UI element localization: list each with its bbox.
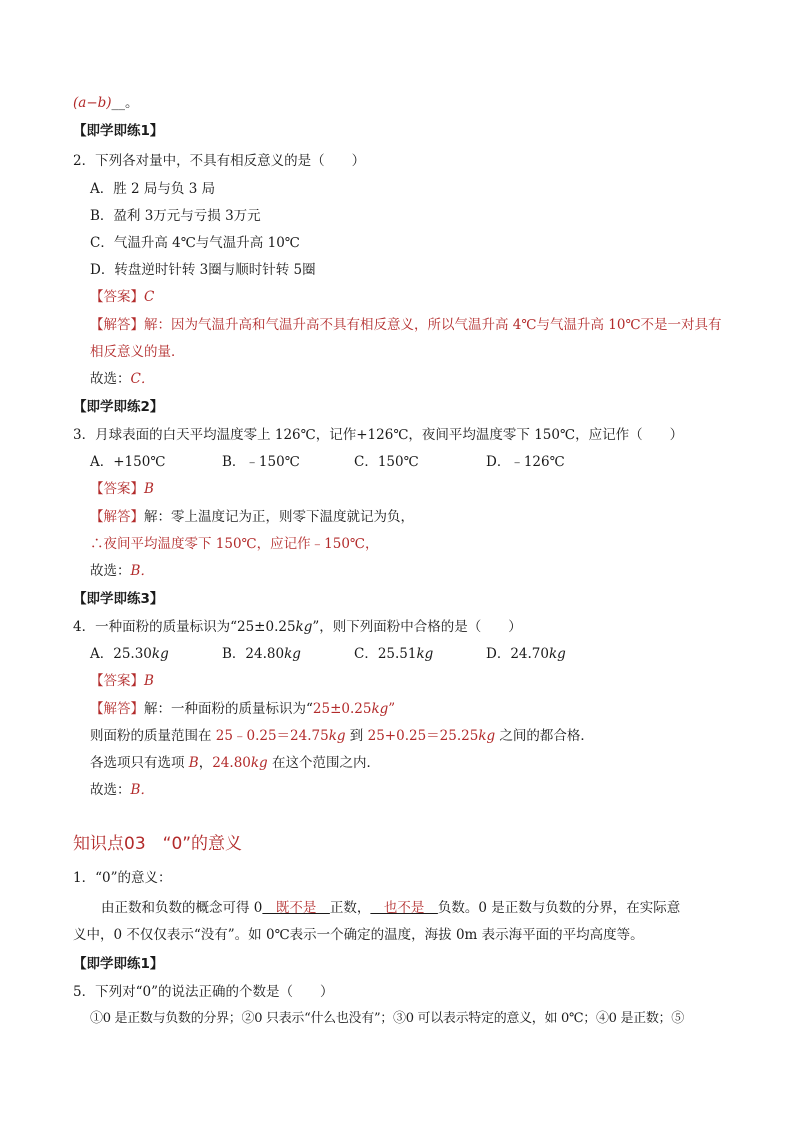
question-3-option-b: B．﹣150℃ <box>222 454 300 470</box>
fill-blank-1: 既不是 <box>262 900 330 916</box>
solution-label: 【解答】 <box>90 701 144 717</box>
question-2-answer <box>90 288 154 306</box>
question-4-solution-line-4: 故选：B． <box>90 782 154 798</box>
fill-blank-2: 也不是 <box>370 900 438 916</box>
practice-label: 【即学即练2】 <box>73 399 164 415</box>
continued-blank-line: (a−b)__。 <box>73 95 139 111</box>
question-4-options <box>90 645 618 663</box>
question-4-solution-line-2: 则面粉的质量范围在 25﹣0.25＝24.75kg 到 25+0.25＝25.25kg 之间的都合格． <box>90 728 594 744</box>
question-2-option-b: B．盈利 3万元与亏损 3万元 <box>90 208 261 224</box>
question-2-option-d: D．转盘逆时针转 3圈与顺时针转 5圈 <box>90 262 316 278</box>
solution-label: 【解答】 <box>90 317 144 333</box>
solution-label: 【解答】 <box>90 509 144 525</box>
question-4-solution-line-3: 各选项只有选项 B，24.80kg 在这个范围之内． <box>90 755 380 771</box>
question-3-answer <box>90 480 154 498</box>
answer-label: 【答案】 <box>90 481 144 497</box>
question-4-option-b: B．24.80kg <box>222 646 301 662</box>
answer-value: B <box>144 481 154 497</box>
question-3-option-a: A．+150℃ <box>90 454 166 470</box>
answer-label: 【答案】 <box>90 289 144 305</box>
question-3-solution-line-3: 故选：B． <box>90 563 154 579</box>
question-5-statements: ①0 是正数与负数的分界；②0 只表示“什么也没有”；③0 可以表示特定的意义，如 0℃；④0 是正数；⑤ <box>90 1011 684 1026</box>
question-2-solution-line-3: 故选：C． <box>90 371 155 387</box>
question-2-solution-line-1: 【解答】解：因为气温升高和气温升高不具有相反意义，所以气温升高 4℃与气温升高 10℃不是一对具有 <box>90 317 722 333</box>
zero-meaning-paragraph-line-2: 义中，0 不仅仅表示“没有”。如 0℃表示一个确定的温度，海拔 0m 表示海平面的平均高度等。 <box>73 927 644 943</box>
question-2-option-c: C．气温升高 4℃与气温升高 10℃ <box>90 235 300 251</box>
question-4-option-a: A．25.30kg <box>90 646 169 662</box>
question-4-option-d: D．24.70kg <box>486 646 566 662</box>
question-3-option-c: C．150℃ <box>354 454 419 470</box>
question-3-solution-line-2: ∴夜间平均温度零下 150℃，应记作﹣150℃， <box>90 536 379 552</box>
question-3-solution-line-1: 【解答】解：零上温度记为正，则零下温度就记为负， <box>90 509 414 525</box>
practice-label: 【即学即练3】 <box>73 591 164 607</box>
section-title: 知识点03 “0”的意义 <box>73 834 243 854</box>
question-2-option-a: A．胜 2 局与负 3 局 <box>90 181 216 197</box>
practice-label: 【即学即练1】 <box>73 123 164 139</box>
practice-label: 【即学即练1】 <box>73 956 164 972</box>
question-5-stem: 5．下列对“0”的说法正确的个数是（ ） <box>73 984 334 1000</box>
answer-label: 【答案】 <box>90 673 144 689</box>
question-4-answer <box>90 672 154 690</box>
question-4-stem: 4．一种面粉的质量标识为“25±0.25kg”，则下列面粉中合格的是（ ） <box>73 619 522 635</box>
answer-value: C <box>144 289 155 305</box>
question-4-solution-line-1: 【解答】解：一种面粉的质量标识为“25±0.25kg” <box>90 701 396 717</box>
question-4-option-c: C．25.51kg <box>354 646 434 662</box>
question-2-solution-line-2: 相反意义的量． <box>90 344 185 360</box>
question-3-stem: 3．月球表面的白天平均温度零上 126℃，记作+126℃，夜间平均温度零下 150℃，应记作（ ） <box>73 427 684 443</box>
expression-a-minus-b: (a−b) <box>73 95 112 111</box>
zero-meaning-paragraph-line-1: 由正数和负数的概念可得 0 既不是 正数， 也不是 负数。0 是正数与负数的分界，在实际意 <box>101 900 681 916</box>
question-2-stem: 2．下列各对量中，不具有相反意义的是（ ） <box>73 153 366 169</box>
answer-blank: __ <box>111 95 126 111</box>
answer-value: B <box>144 673 154 689</box>
question-3-option-d: D．﹣126℃ <box>486 454 565 470</box>
zero-meaning-heading: 1．“0”的意义： <box>73 870 172 886</box>
question-3-options <box>90 453 618 471</box>
